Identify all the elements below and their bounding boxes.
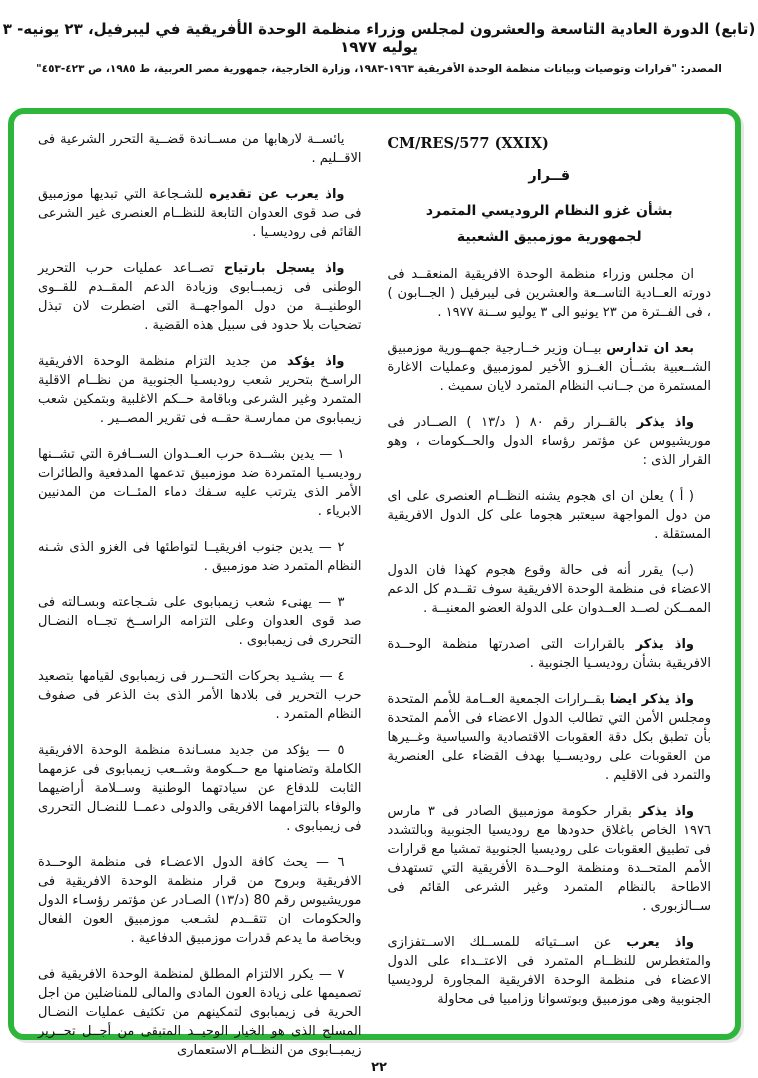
paragraph-lead: واذ يعرب عن تقديره: [209, 187, 345, 202]
paragraph-text: عن اســتيائه للمســلك الاســتفزازى والمتغطرس للنظــام المتمرد فى الاعتــداء على الدول الاعضاء فى منظمة الوحدة الافريقية المجاورة لروديسيا الجنوبية وهى موزمبيق وبوتسوانا وزامبيا فى محاولة: [387, 935, 711, 1007]
resolution-paragraph: [388, 487, 712, 544]
column-resolution-continued: [38, 130, 362, 1058]
paragraph-text: ان مجلس وزراء منظمة الوحدة الافريقية المنعقــد فى دورته العــادية التاســعة والعشرين فى ليبرفيل ( الجــابون ) ، فى الفــترة من ٢٣ يونيو الى ٣ يوليو ســنة ١٩٧٧ .: [387, 267, 711, 320]
paragraph-text: ٥ — يؤكد من جديد مسـاندة منظمة الوحدة الافريقية الكاملة وتضامنها مع حــكومة وشــعب زيمبابوى فى عزمهما الثابت للدفاع عن سيادتهما الوطنية وســلامة أراضيهما والوفاء بالتزامهما الافريقى والدولى دعمــا للنضـال التحررى فى زيمبابوى .: [38, 743, 362, 834]
paragraph-text: ٦ — يحث كافة الدول الاعضـاء فى منظمة الوحــدة الافريقية وبروح من قرار منظمة الوحدة الافريقية فى موريشيوس رقم 80 (د/١٣) الصـادر عن مؤتمر رؤسـاء الدول والحكومات ان تتقــدم لشـعب موزمبيق العون الفعال وبخاصة ما يدعم قدرات موزمبيق الدفاعية .: [38, 855, 362, 946]
paragraph-text: يائســة لارهابها من مســاندة قضــية التحرر الشرعية فى الاقــليم .: [38, 132, 362, 166]
resolution-paragraph: [38, 853, 362, 948]
resolution-paragraph: [38, 667, 362, 724]
paragraph-lead: واذ يسجل بارتياح: [223, 261, 345, 276]
resolution-paragraph: [38, 538, 362, 576]
resolution-paragraph: [38, 259, 362, 335]
resolution-paragraph: [388, 265, 712, 322]
resolution-paragraph: [38, 965, 362, 1060]
paragraph-text: بقرار حكومة موزمبيق الصادر فى ٣ مارس ١٩٧٦ الخاص باغلاق حدودها مع روديسيا الجنوبية وبالتشدد فى تطبيق العقوبات على روديسيا الجنوبية تمشيا مع قرارات الأمم المتحــدة ومنظمة الوحــدة الأفريقية التي تستهدف الاطاحة بالنظام المتمرد وغير الشرعى القائم فى ســالزبورى .: [387, 804, 711, 914]
paragraph-lead: بعد ان تدارس: [606, 341, 694, 356]
two-column-text-area: [14, 114, 735, 1058]
resolution-paragraph: [38, 741, 362, 836]
resolution-paragraph: [38, 130, 362, 168]
resolution-paragraph: [38, 352, 362, 428]
resolution-paragraph: [38, 593, 362, 650]
paragraph-text: ١ — يدين بشــدة حرب العــدوان الســافرة التي تشــنها روديسـيا المتمردة ضد موزمبيق تدعمها المدفعية والطائرات الأمر الذى يترتب عليه سـفك دماء المئــات من المدنيين الابرياء .: [38, 447, 362, 519]
session-header-line: (تابع) الدورة العادية التاسعة والعشرون لمجلس وزراء منظمة الوحدة الأفريقية في ليبرفيل، ٢٣ يونيه- ٣ يوليه ١٩٧٧: [2, 20, 756, 56]
paragraph-lead: واذ يؤكد: [286, 354, 345, 369]
paragraph-lead: واذ يذكر: [636, 415, 695, 430]
scanned-document-page: [0, 20, 758, 1078]
column-resolution-start: [388, 130, 712, 1034]
resolution-title: قــرار: [528, 168, 571, 184]
page-number: ٢٢: [371, 1060, 387, 1075]
paragraph-text: ( أ ) يعلن ان اى هجوم يشنه النظــام العنصرى على اى من دول المواجهة سيعتبر هجوما على كل الدول الافريقية المستقلة .: [387, 489, 711, 542]
paragraph-list-start: [388, 265, 712, 1009]
resolution-subtitle-2: لجمهورية موزمبيق الشعبية: [456, 229, 642, 245]
page-header: [0, 20, 758, 75]
resolution-paragraph: [388, 933, 712, 1009]
resolution-subtitle-1: بشأن غزو النظام الروديسي المتمرد: [425, 203, 673, 219]
resolution-paragraph: [38, 185, 362, 242]
paragraph-text: من جديد التزام منظمة الوحدة الافريقية الراسـخ بتحرير شعب روديسـيا الجنوبية من نظــام الاقلية المتمرد وغير الشرعى وباقامة حــكم الاغلبية وبتمكين شعب زيمبابوى من ممارسـة حقــه فى تقرير المصــير .: [38, 354, 362, 426]
paragraph-text: بالقرارات التى اصدرتها منظمة الوحــدة الافريقية بشأن روديسـيا الجنوبية .: [387, 637, 711, 671]
resolution-paragraph: [388, 339, 712, 396]
resolution-paragraph: [388, 561, 712, 618]
paragraph-text: بالقــرار رقم ٨٠ ( د/١٣ ) الصــادر فى موريشيوس عن مؤتمر رؤساء الدول والحــكومات ، وهو القرار الذى :: [387, 415, 711, 468]
paragraph-text: (ب) يقرر أنه فى حالة وقوع هجوم كهذا فان الدول الاعضاء فى منظمة الوحدة الافريقية سوف تقــدم كل الدعم الممــكن لصــد العــدوان على الدولة العضو المعنيــة .: [387, 563, 711, 616]
paragraph-lead: واذ يذكر: [635, 637, 694, 652]
paragraph-list-continued: [38, 130, 362, 1060]
paragraph-lead: واذ يعرب: [626, 935, 695, 950]
resolution-reference: CM/RES/577 (XXIX): [387, 135, 549, 152]
paragraph-text: ٣ — يهنىء شعب زيمبابوى على شـجاعته وبسـالته فى صد قوى العدوان وعلى التزامه الراســخ تجــاه النضـال التحررى فى زيمبابوى .: [38, 595, 362, 648]
paragraph-text: ٧ — يكرر الالتزام المطلق لمنظمة الوحدة الافريقية فى تصميمها على زيادة العون المادى والمالى للمناضلين من اجل الحرية فى زيمبابوى لتمكينهم من تكثيف عمليات النضـال المسلح الذى هو الخيار الوحيــد المتبقى من أجــل تحــرير زيمبــابوى من النظــام الاستعمارى: [38, 967, 362, 1058]
paragraph-text: ٤ — يشـيد بحركات التحــرر فى زيمبابوى لقيامها بتصعيد حرب التحرير فى بلادها الأمر الذى بث الذعر فى صفوف النظام المتمرد .: [38, 669, 362, 722]
paragraph-text: للشـجاعة التي تبديها موزمبيق فى صد قوى العدوان التابعة للنظــام العنصرى غير الشرعى القائم فى روديسـيا .: [38, 187, 362, 240]
paragraph-text: بيــان وزير خــارجية جمهــورية موزمبيق الشــعبية بشــأن الغــزو الأخير لموزمبيق وعمليات الاغارة المستمرة من جــانب النظام المتمرد لايان سميث .: [387, 341, 711, 394]
source-citation-line: المصدر: "قرارات وتوصيات وبيانات منظمة الوحدة الأفريقية ١٩٦٣-١٩٨٣، وزارة الخارجية، جمهورية مصر العربية، ط ١٩٨٥، ص ٤٢٣-٤٥٣": [36, 63, 722, 75]
resolution-paragraph: [388, 635, 712, 673]
paragraph-text: ٢ — يدين جنوب افريقيــا لتواطئها فى الغزو الذى شـنه النظام المتمرد ضد موزمبيق .: [38, 540, 362, 574]
paragraph-lead: واذ يذكر ايضا: [609, 692, 695, 707]
paragraph-text: تصــاعد عمليات حرب التحرير الوطنى فى زيمبــابوى وزيادة الدعم المقــدم للقــوى الوطنيــة من دول المواجهــة التى اضطرت لان تبذل تضحيات بلا حدود فى سبيل هذه القضية .: [38, 261, 362, 333]
paragraph-text: بقــرارات الجمعية العــامة للأمم المتحدة ومجلس الأمن التي تطالب الدول الاعضاء فى الأمم المتحدة بأن تطبق بكل دقة العقوبات الاقتصادية والسياسية وغــيرها من العقوبات على روديســيا بهدف القضاء على العنصرية والتمرد فى الاقليم .: [387, 692, 711, 783]
resolution-paragraph: [388, 802, 712, 916]
resolution-paragraph: [388, 413, 712, 470]
resolution-paragraph: [38, 445, 362, 521]
paragraph-lead: واذ يذكر: [639, 804, 694, 819]
document-green-frame: [8, 108, 741, 1058]
resolution-paragraph: [388, 690, 712, 785]
